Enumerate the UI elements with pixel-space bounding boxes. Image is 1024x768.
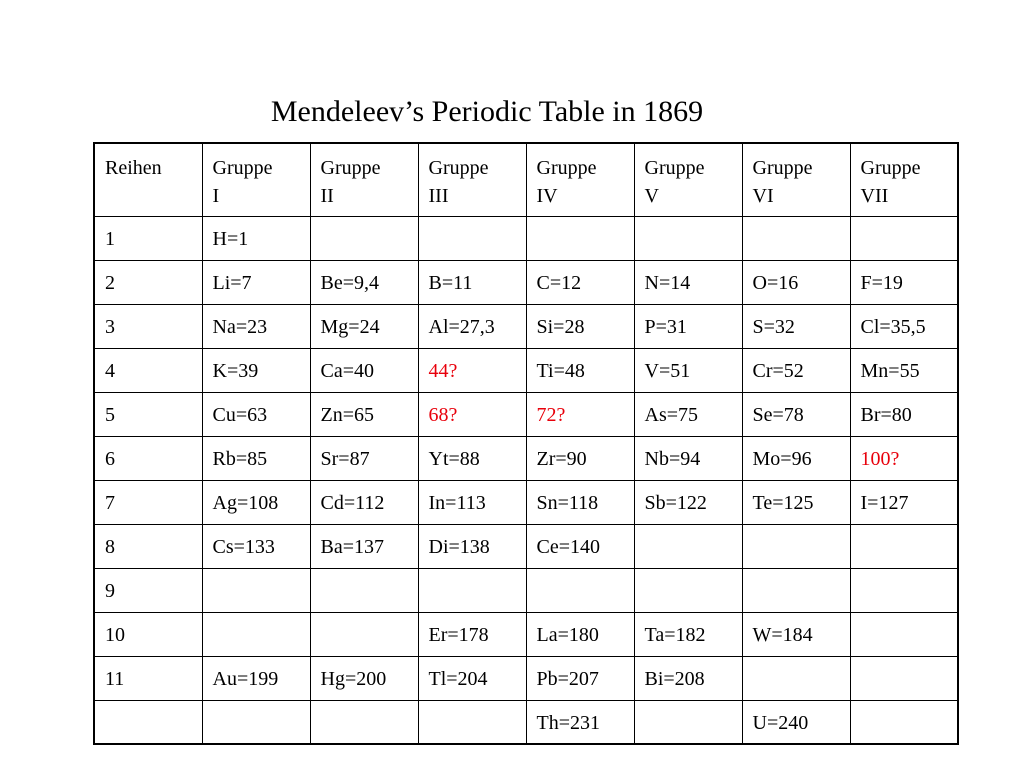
element-cell: Tl=204: [418, 656, 526, 700]
periodic-table-body: [94, 143, 958, 744]
element-cell: Be=9,4: [310, 260, 418, 304]
element-cell: Zr=90: [526, 436, 634, 480]
element-cell: Se=78: [742, 392, 850, 436]
header-cell-text: Gruppe: [752, 157, 813, 179]
element-cell: Ce=140: [526, 524, 634, 568]
table-row: [94, 700, 958, 744]
table-row: [94, 348, 958, 392]
table-row: [94, 392, 958, 436]
header-cell-text: I: [212, 185, 220, 207]
element-cell: [850, 568, 958, 612]
element-cell: Au=199: [202, 656, 310, 700]
element-cell: [850, 700, 958, 744]
element-cell: [418, 568, 526, 612]
element-cell: [202, 700, 310, 744]
predicted-element-cell: 72?: [526, 392, 634, 436]
element-cell: Cl=35,5: [850, 304, 958, 348]
element-cell: O=16: [742, 260, 850, 304]
element-cell: Ag=108: [202, 480, 310, 524]
element-cell: [742, 524, 850, 568]
element-cell: Nb=94: [634, 436, 742, 480]
element-cell: Yt=88: [418, 436, 526, 480]
header-cell-text: VI: [752, 185, 774, 207]
row-number-cell: 10: [94, 612, 202, 656]
element-cell: C=12: [526, 260, 634, 304]
table-row: [94, 568, 958, 612]
element-cell: N=14: [634, 260, 742, 304]
element-cell: Cs=133: [202, 524, 310, 568]
element-cell: Bi=208: [634, 656, 742, 700]
row-number-cell: 1: [94, 216, 202, 260]
element-cell: [850, 656, 958, 700]
row-number-cell: 2: [94, 260, 202, 304]
element-cell: Mg=24: [310, 304, 418, 348]
element-cell: [634, 216, 742, 260]
element-cell: [634, 568, 742, 612]
element-cell: [310, 700, 418, 744]
element-cell: Cr=52: [742, 348, 850, 392]
element-cell: [202, 568, 310, 612]
element-cell: I=127: [850, 480, 958, 524]
header-cell-text: Gruppe: [536, 157, 597, 179]
header-cell-group: [310, 143, 418, 216]
element-cell: Mn=55: [850, 348, 958, 392]
header-cell-group: [634, 143, 742, 216]
element-cell: B=11: [418, 260, 526, 304]
element-cell: F=19: [850, 260, 958, 304]
element-cell: [526, 568, 634, 612]
page-title: Mendeleev’s Periodic Table in 1869: [270, 95, 704, 128]
element-cell: [310, 612, 418, 656]
predicted-element-cell: 100?: [850, 436, 958, 480]
element-cell: Hg=200: [310, 656, 418, 700]
element-cell: As=75: [634, 392, 742, 436]
row-number-cell: 11: [94, 656, 202, 700]
element-cell: V=51: [634, 348, 742, 392]
row-number-cell: [94, 700, 202, 744]
element-cell: [742, 568, 850, 612]
element-cell: S=32: [742, 304, 850, 348]
row-number-cell: 9: [94, 568, 202, 612]
element-cell: Ti=48: [526, 348, 634, 392]
element-cell: U=240: [742, 700, 850, 744]
header-cell-text: V: [644, 185, 659, 207]
row-number-cell: 5: [94, 392, 202, 436]
element-cell: Ca=40: [310, 348, 418, 392]
predicted-element-cell: 68?: [418, 392, 526, 436]
header-cell-text: IV: [536, 185, 558, 207]
element-cell: Cu=63: [202, 392, 310, 436]
element-cell: [742, 216, 850, 260]
element-cell: [310, 216, 418, 260]
table-row: [94, 656, 958, 700]
element-cell: Sn=118: [526, 480, 634, 524]
element-cell: W=184: [742, 612, 850, 656]
element-cell: Sb=122: [634, 480, 742, 524]
header-cell-text: Gruppe: [428, 157, 489, 179]
row-number-cell: 3: [94, 304, 202, 348]
element-cell: Al=27,3: [418, 304, 526, 348]
row-number-cell: 8: [94, 524, 202, 568]
table-row: [94, 216, 958, 260]
element-cell: [634, 700, 742, 744]
header-cell-rows: [94, 143, 202, 216]
element-cell: Cd=112: [310, 480, 418, 524]
element-cell: Sr=87: [310, 436, 418, 480]
element-cell: Ta=182: [634, 612, 742, 656]
element-cell: Rb=85: [202, 436, 310, 480]
header-cell-text: Gruppe: [860, 157, 921, 179]
row-number-cell: 7: [94, 480, 202, 524]
header-cell-group: [526, 143, 634, 216]
row-number-cell: 6: [94, 436, 202, 480]
header-cell-group: [742, 143, 850, 216]
element-cell: Mo=96: [742, 436, 850, 480]
element-cell: [310, 568, 418, 612]
element-cell: [634, 524, 742, 568]
element-cell: La=180: [526, 612, 634, 656]
header-cell-text: VII: [860, 185, 889, 207]
table-row: [94, 304, 958, 348]
element-cell: Si=28: [526, 304, 634, 348]
header-cell-text: Gruppe: [320, 157, 381, 179]
element-cell: [418, 700, 526, 744]
element-cell: K=39: [202, 348, 310, 392]
element-cell: Li=7: [202, 260, 310, 304]
element-cell: [850, 524, 958, 568]
periodic-table: [93, 142, 959, 745]
predicted-element-cell: 44?: [418, 348, 526, 392]
element-cell: P=31: [634, 304, 742, 348]
element-cell: Na=23: [202, 304, 310, 348]
header-cell-text: Gruppe: [212, 157, 273, 179]
element-cell: [418, 216, 526, 260]
header-cell-text: Gruppe: [644, 157, 705, 179]
element-cell: Te=125: [742, 480, 850, 524]
element-cell: H=1: [202, 216, 310, 260]
element-cell: [742, 656, 850, 700]
element-cell: Br=80: [850, 392, 958, 436]
element-cell: [850, 612, 958, 656]
table-row: [94, 524, 958, 568]
element-cell: [202, 612, 310, 656]
table-row: [94, 260, 958, 304]
header-row: [94, 143, 958, 216]
header-cell-group: [850, 143, 958, 216]
table-row: [94, 436, 958, 480]
table-row: [94, 612, 958, 656]
header-cell-text: Reihen: [105, 157, 162, 179]
element-cell: Zn=65: [310, 392, 418, 436]
element-cell: Th=231: [526, 700, 634, 744]
element-cell: Pb=207: [526, 656, 634, 700]
element-cell: Ba=137: [310, 524, 418, 568]
table-row: [94, 480, 958, 524]
header-cell-text: III: [428, 185, 449, 207]
header-cell-group: [202, 143, 310, 216]
element-cell: [850, 216, 958, 260]
element-cell: Di=138: [418, 524, 526, 568]
element-cell: In=113: [418, 480, 526, 524]
element-cell: [526, 216, 634, 260]
header-cell-text: II: [320, 185, 334, 207]
row-number-cell: 4: [94, 348, 202, 392]
header-cell-group: [418, 143, 526, 216]
element-cell: Er=178: [418, 612, 526, 656]
